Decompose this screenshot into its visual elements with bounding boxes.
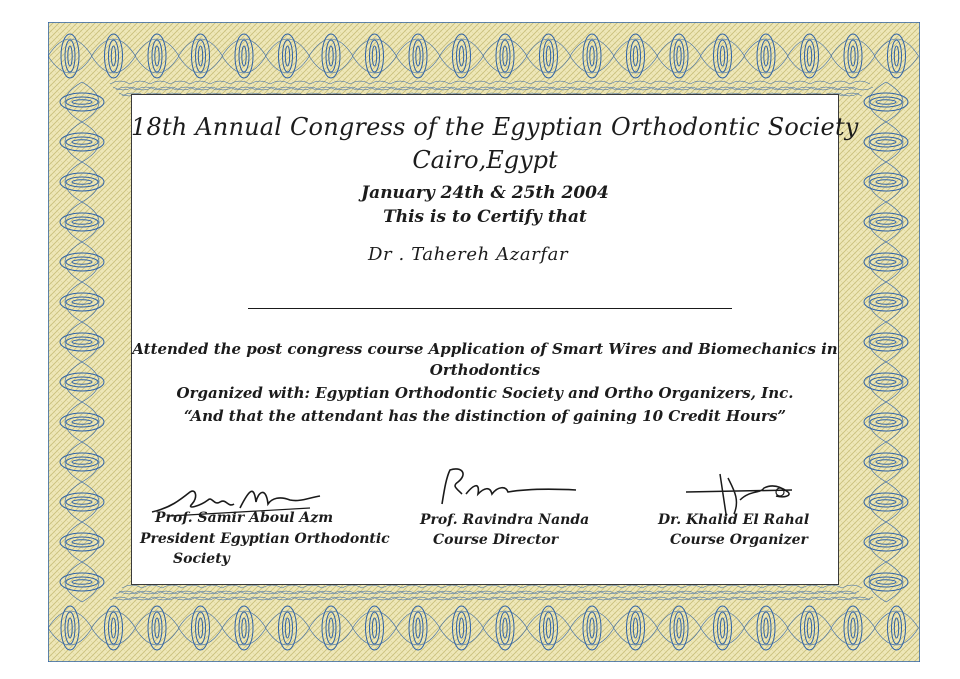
certify-line: This is to Certify that <box>383 207 587 227</box>
signatory-1-role: President Egyptian Orthodontic <box>140 531 390 547</box>
signatory-1-name: Prof. Samir Aboul Azm <box>155 510 334 526</box>
congress-city: Cairo,Egypt <box>412 146 558 174</box>
recipient-name: Dr . Tahereh Azarfar <box>368 244 569 265</box>
signatory-3-name: Dr. Khalid El Rahal <box>658 512 810 528</box>
signatory-3-role: Course Organizer <box>670 532 808 548</box>
congress-date: January 24th & 25th 2004 <box>361 183 609 203</box>
distinction-line: “And that the attendant has the distinction of gaining 10 Credit Hours” <box>183 407 787 425</box>
signatory-2-name: Prof. Ravindra Nanda <box>420 512 590 528</box>
name-underline <box>248 308 732 309</box>
attended-line-2: Orthodontics <box>429 361 541 379</box>
signature-ravindra <box>428 464 588 512</box>
signatory-2-role: Course Director <box>433 532 559 548</box>
signatory-1-role-2: Society <box>173 551 230 567</box>
congress-title: 18th Annual Congress of the Egyptian Orthodontic Society <box>131 113 859 141</box>
attended-line-1: Attended the post congress course Application of Smart Wires and Biomechanics in <box>132 340 838 358</box>
organized-line: Organized with: Egyptian Orthodontic Society and Ortho Organizers, Inc. <box>176 384 794 402</box>
